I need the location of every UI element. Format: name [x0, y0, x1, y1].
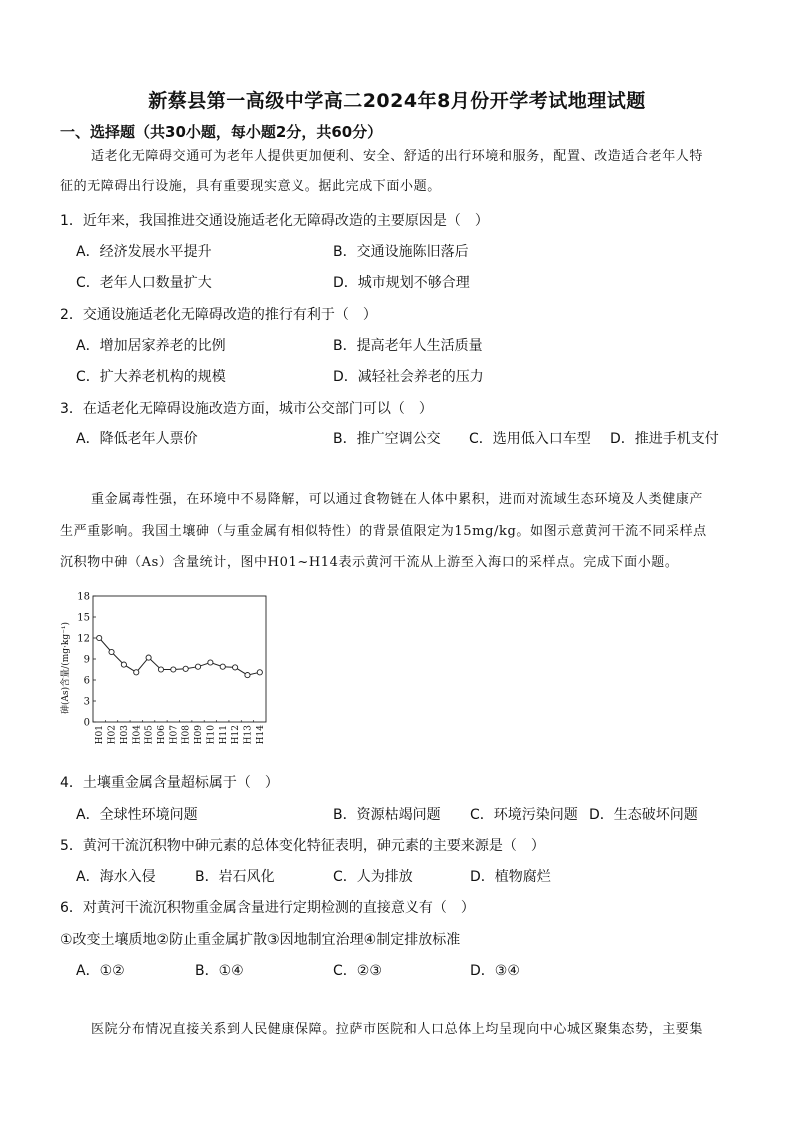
x-tick-label: H02	[107, 725, 118, 745]
data-point	[97, 635, 102, 640]
x-tick-label: H04	[132, 725, 143, 745]
question-stem: 4．土壤重金属含量超标属于（ ）	[60, 775, 279, 791]
y-axis-label: 砷(As)含量/(mg·kg⁻¹)	[61, 622, 71, 714]
data-point	[220, 664, 225, 669]
passage-line: 征的无障碍出行设施，具有重要现实意义。据此完成下面小题。	[60, 179, 441, 194]
y-tick-label: 6	[83, 675, 90, 687]
option-c[interactable]: C．扩大养老机构的规模	[76, 369, 226, 385]
passage-line: 生严重影响。我国土壤砷（与重金属有相似特性）的背景值限定为15mg/kg。如图示意黄河干流不同采样点	[60, 524, 707, 539]
option-d[interactable]: D．减轻社会养老的压力	[333, 369, 484, 385]
option-b[interactable]: B．岩石风化	[195, 869, 275, 885]
option-c[interactable]: C．②③	[333, 963, 382, 979]
x-tick-label: H10	[206, 725, 217, 745]
data-point	[208, 660, 213, 665]
passage-line: 沉积物中砷（As）含量统计，图中H01~H14表示黄河干流从上游至入海口的采样点。完成下面小题。	[60, 555, 679, 570]
option-c[interactable]: C．老年人口数量扩大	[76, 275, 212, 291]
x-tick-label: H03	[119, 725, 130, 745]
option-a[interactable]: A．海水入侵	[76, 869, 156, 885]
x-tick-label: H06	[156, 725, 167, 745]
passage-line: 重金属毒性强，在环境中不易降解，可以通过食物链在人体中累积，进而对流域生态环境及人类健康产	[91, 492, 704, 507]
passage-line: 医院分布情况直接关系到人民健康保障。拉萨市医院和人口总体上均呈现向中心城区聚集态势，主要集	[91, 1022, 704, 1037]
y-tick-label: 0	[83, 717, 90, 729]
option-a[interactable]: A．经济发展水平提升	[76, 244, 212, 260]
x-ticks	[93, 720, 266, 744]
data-point	[158, 667, 163, 672]
x-tick-label: H11	[218, 725, 229, 745]
option-c[interactable]: C．环境污染问题	[470, 807, 578, 823]
statement-list: ①改变土壤质地②防止重金属扩散③因地制宜治理④制定排放标准	[60, 932, 461, 948]
question-stem: 2．交通设施适老化无障碍改造的推行有利于（ ）	[60, 307, 377, 323]
option-d[interactable]: D．推进手机支付	[610, 431, 719, 447]
option-d[interactable]: D．生态破坏问题	[589, 807, 698, 823]
x-tick-label: H01	[95, 725, 106, 745]
option-c[interactable]: C．选用低入口车型	[469, 431, 591, 447]
option-a[interactable]: A．降低老年人票价	[76, 431, 198, 447]
x-tick-label: H09	[194, 725, 205, 745]
data-point	[134, 670, 139, 675]
data-point	[233, 665, 238, 670]
x-tick-label: H14	[255, 725, 266, 745]
question-stem: 5．黄河干流沉积物中砷元素的总体变化特征表明，砷元素的主要来源是（ ）	[60, 838, 545, 854]
data-point	[195, 664, 200, 669]
data-point	[171, 667, 176, 672]
option-b[interactable]: B．交通设施陈旧落后	[333, 244, 469, 260]
option-b[interactable]: B．提高老年人生活质量	[333, 338, 483, 354]
option-a[interactable]: A．全球性环境问题	[76, 807, 198, 823]
data-point	[257, 670, 262, 675]
section-heading: 一、选择题（共30小题，每小题2分，共60分）	[60, 123, 383, 141]
x-tick-label: H13	[243, 725, 254, 745]
data-point	[121, 662, 126, 667]
option-b[interactable]: B．推广空调公交	[333, 431, 441, 447]
option-a[interactable]: A．①②	[76, 963, 125, 979]
question-stem: 1．近年来，我国推进交通设施适老化无障碍改造的主要原因是（ ）	[60, 213, 489, 229]
x-tick-label: H08	[181, 725, 192, 745]
data-point	[109, 649, 114, 654]
option-a[interactable]: A．增加居家养老的比例	[76, 338, 226, 354]
x-tick-label: H12	[231, 725, 242, 745]
y-tick-label: 15	[77, 612, 90, 624]
data-point	[245, 673, 250, 678]
x-tick-label: H05	[144, 725, 155, 745]
page-title: 新蔡县第一高级中学高二2024年8月份开学考试地理试题	[148, 90, 646, 112]
arsenic-line-chart	[60, 588, 278, 760]
option-d[interactable]: D．城市规划不够合理	[333, 275, 470, 291]
series-arsenic	[97, 635, 263, 677]
option-b[interactable]: B．资源枯竭问题	[333, 807, 441, 823]
x-tick-label: H07	[169, 725, 180, 745]
y-tick-label: 3	[83, 696, 90, 708]
option-d[interactable]: D．③④	[470, 963, 520, 979]
y-tick-label: 18	[77, 591, 90, 603]
option-c[interactable]: C．人为排放	[333, 869, 413, 885]
question-stem: 3．在适老化无障碍设施改造方面，城市公交部门可以（ ）	[60, 401, 433, 417]
passage-line: 适老化无障碍交通可为老年人提供更加便利、安全、舒适的出行环境和服务，配置、改造适合老年人特	[91, 149, 704, 164]
y-tick-label: 12	[77, 633, 90, 645]
option-d[interactable]: D．植物腐烂	[470, 869, 551, 885]
y-tick-label: 9	[83, 654, 90, 666]
data-point	[146, 655, 151, 660]
option-b[interactable]: B．①④	[195, 963, 244, 979]
question-stem: 6．对黄河干流沉积物重金属含量进行定期检测的直接意义有（ ）	[60, 900, 475, 916]
data-point	[183, 666, 188, 671]
